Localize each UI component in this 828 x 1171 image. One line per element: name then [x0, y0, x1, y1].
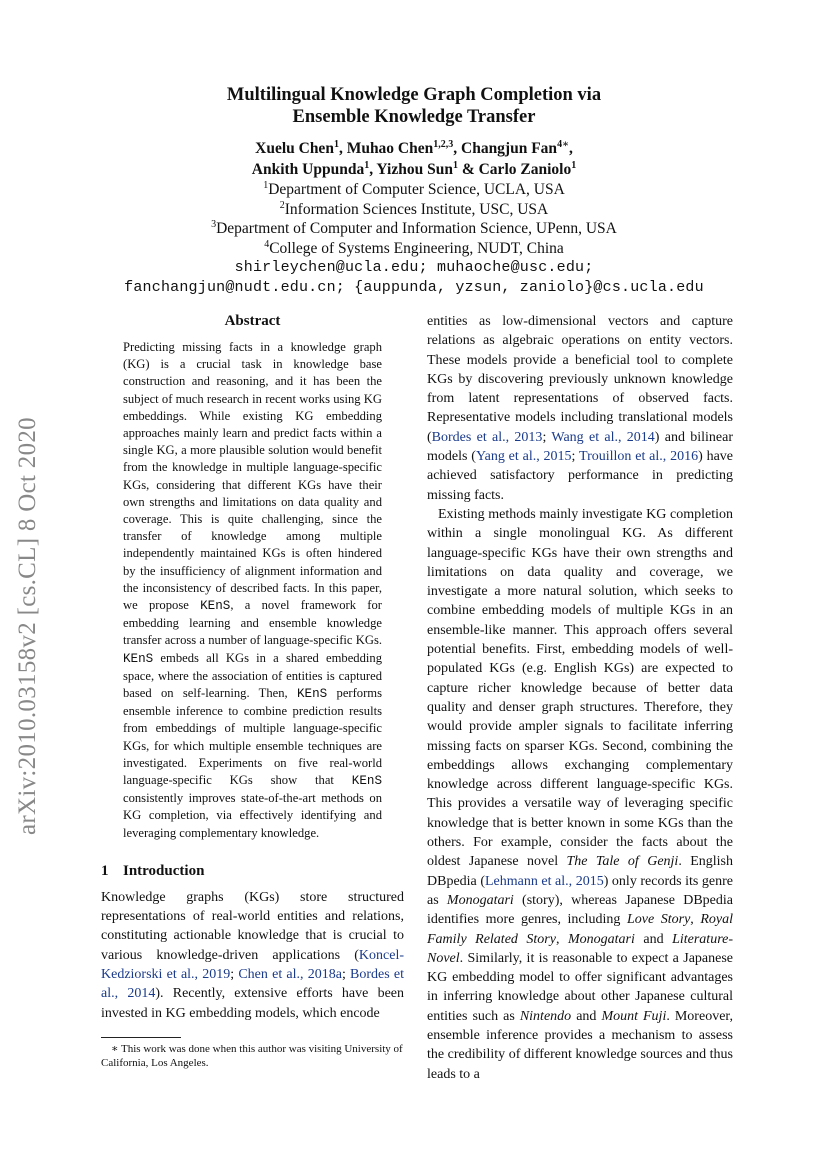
email-list	[0, 258, 828, 298]
email-line-2: fanchangjun@nudt.edu.cn; {auppunda, yzsun, zaniolo}@cs.ucla.edu	[124, 279, 704, 296]
emphasis: Nintendo	[519, 1008, 572, 1024]
arxiv-identifier: arXiv:2010.03158v2 [cs.CL] 8 Oct 2020	[14, 417, 41, 835]
citation-link[interactable]: Chen et al., 2018a	[238, 967, 342, 983]
citation-link[interactable]: Yang et al., 2015	[475, 449, 572, 465]
emphasis: Monogatari	[446, 892, 514, 908]
email-line-1: shirleychen@ucla.edu; muhaoche@usc.edu;	[234, 259, 594, 276]
affiliation-4: $^4$College of Systems Engineering, NUDT, China	[264, 238, 564, 257]
affiliation-2: $^2$Information Sciences Institute, USC, USA	[279, 199, 549, 218]
author-affil-mark: 1	[364, 159, 370, 171]
author-name: Xuelu Chen	[255, 140, 334, 157]
emphasis: Love Story	[626, 912, 691, 928]
affiliation-3: $^3$Department of Computer and Information Science, UPenn, USA	[211, 218, 617, 237]
emphasis: Literature-Novel	[427, 931, 733, 966]
author-affil-mark: 1	[452, 159, 458, 171]
citation-link[interactable]: Bordes et al., 2013	[431, 429, 543, 445]
left-column	[101, 312, 404, 1070]
intro-paragraph-1-continued: entities as low-dimensional vectors and capture relations as algebraic operations on entity vectors. These models provide a beneficial tool to complete KGs by discovering previously unknown knowledge from latent representations of observed facts. Representative models including translational models (Bordes et al., 2013; Wang et al., 2014) and bilinear models (Yang et al., 2015; Trouillon et al., 2016) have achieved satisfactory performance in predicting missing facts.	[427, 314, 734, 503]
author-affil-mark: 1	[571, 159, 577, 171]
citation-link[interactable]: Lehmann et al., 2015	[484, 873, 604, 889]
author-name: Ankith Uppunda	[251, 161, 365, 178]
author-line-2	[0, 159, 828, 180]
intro-paragraph-2: Existing methods mainly investigate KG completion within a single monolingual KG. As different language-specific KGs have their own strengths and limitations on data quality and coverage, we investigate a more natural solution, which seeks to combine embedding models of multiple KGs in an ensemble-like manner. This approach offers several potential benefits. First, embedding models of well-populated KGs (e.g. English KGs) are expected to capture richer knowledge because of better data quality and denser graph structures. Therefore, they would provide ampler signals to facilitate inferring missing facts on sparser KGs. Second, combining the embeddings allows exchanging complementary knowledge across different language-specific KGs. This provides a versatile way of leveraging specific knowledge that is better known in some KGs than the others. For example, consider the facts about the oldest Japanese novel The Tale of Genji. English DBpedia (Lehmann et al., 2015) only records its genre as Monogatari (story), whereas Japanese DBpedia identifies more genres, including Love Story, Royal Family Related Story, Monogatari and Literature-Novel. Similarly, it is reasonable to expect a Japanese KG embedding model to offer significant advantages in inferring knowledge about other Japanese cultural entities such as Nintendo and Mount Fuji. Moreover, ensemble inference provides a mechanism to assess the credibility of different knowledge sources and thus leads to a	[427, 506, 734, 1082]
footnote-divider	[101, 1037, 181, 1038]
system-name: KEnS	[123, 651, 154, 666]
system-name: KEnS	[297, 687, 328, 702]
paper-header	[0, 84, 828, 298]
author-name: , Muhao Chen	[338, 140, 434, 157]
author-affil-mark: 1	[333, 138, 339, 150]
section-title: Introduction	[123, 862, 205, 879]
section-heading-introduction	[101, 863, 404, 880]
paper-title	[0, 84, 828, 128]
right-column	[427, 312, 733, 1084]
author-name: & Carlo Zaniolo	[457, 161, 572, 178]
footnote: ∗ This work was done when this author was visiting University of California, Los Angeles.	[101, 1042, 403, 1069]
emphasis: Mount Fuji	[601, 1008, 667, 1024]
citation-link[interactable]: Koncel-Kedziorski et al., 2019	[101, 947, 404, 983]
system-name: KEnS	[200, 599, 231, 614]
citation-link[interactable]: Wang et al., 2014	[551, 429, 655, 445]
author-line-1	[0, 138, 828, 159]
emphasis: Royal Family Related Story	[427, 912, 733, 947]
citation-link[interactable]: Trouillon et al., 2016	[579, 449, 699, 465]
intro-paragraph-1: Knowledge graphs (KGs) store structured representations of real-world entities and relations, constituting actionable knowledge that is crucial to various knowledge-driven applications (Koncel-Kedziorski et al., 2019; Chen et al., 2018a; Bordes et al., 2014). Recently, extensive efforts have been invested in KG embedding models, which encode	[101, 889, 404, 1021]
citation-link[interactable]: Bordes et al., 2014	[101, 967, 404, 1002]
author-separator: ,	[568, 140, 573, 157]
author-affil-mark: 1,2,3	[433, 138, 454, 150]
title-line-2: Ensemble Knowledge Transfer	[292, 107, 536, 127]
author-name: , Yizhou Sun	[369, 161, 453, 178]
affiliation-1: $^1$Department of Computer Science, UCLA, USA	[263, 179, 565, 198]
section-number: 1	[101, 862, 109, 879]
title-line-1: Multilingual Knowledge Graph Completion via	[226, 85, 602, 105]
system-name: KEnS	[351, 774, 382, 789]
emphasis: Monogatari	[567, 931, 635, 947]
affiliation-list	[0, 180, 828, 258]
abstract-text: Predicting missing facts in a knowledge graph (KG) is a crucial task in knowledge base construction and reasoning, and it has been the subject of much research in recent works using KG embeddings. While existing KG embedding approaches mainly learn and predict facts within a single KG, a more plausible solution would benefit from the knowledge in multiple language-specific KGs, considering that different KGs have their own strengths and limitations on data quality and coverage. This is quite challenging, since the transfer of knowledge among multiple independently maintained KGs is often hindered by the insufficiency of alignment information and the inconsistency of described facts. In this paper, we propose KEnS, a novel framework for embedding learning and ensemble knowledge transfer across a number of language-specific KGs. KEnS embeds all KGs in a shared embedding space, where the association of entities is captured based on self-learning. Then, KEnS performs ensemble inference to combine prediction results from embeddings of multiple language-specific KGs, for which multiple ensemble techniques are investigated. Experiments on five real-world language-specific KGs show that KEnS consistently improves state-of-the-art methods on KG completion, via effectively identifying and leveraging complementary knowledge.	[123, 340, 382, 840]
author-list	[0, 138, 828, 180]
author-name: , Changjun Fan	[453, 140, 558, 157]
abstract-heading: Abstract	[224, 313, 281, 329]
author-affil-mark: 4∗	[557, 138, 569, 150]
emphasis: The Tale of Genji	[566, 854, 679, 870]
